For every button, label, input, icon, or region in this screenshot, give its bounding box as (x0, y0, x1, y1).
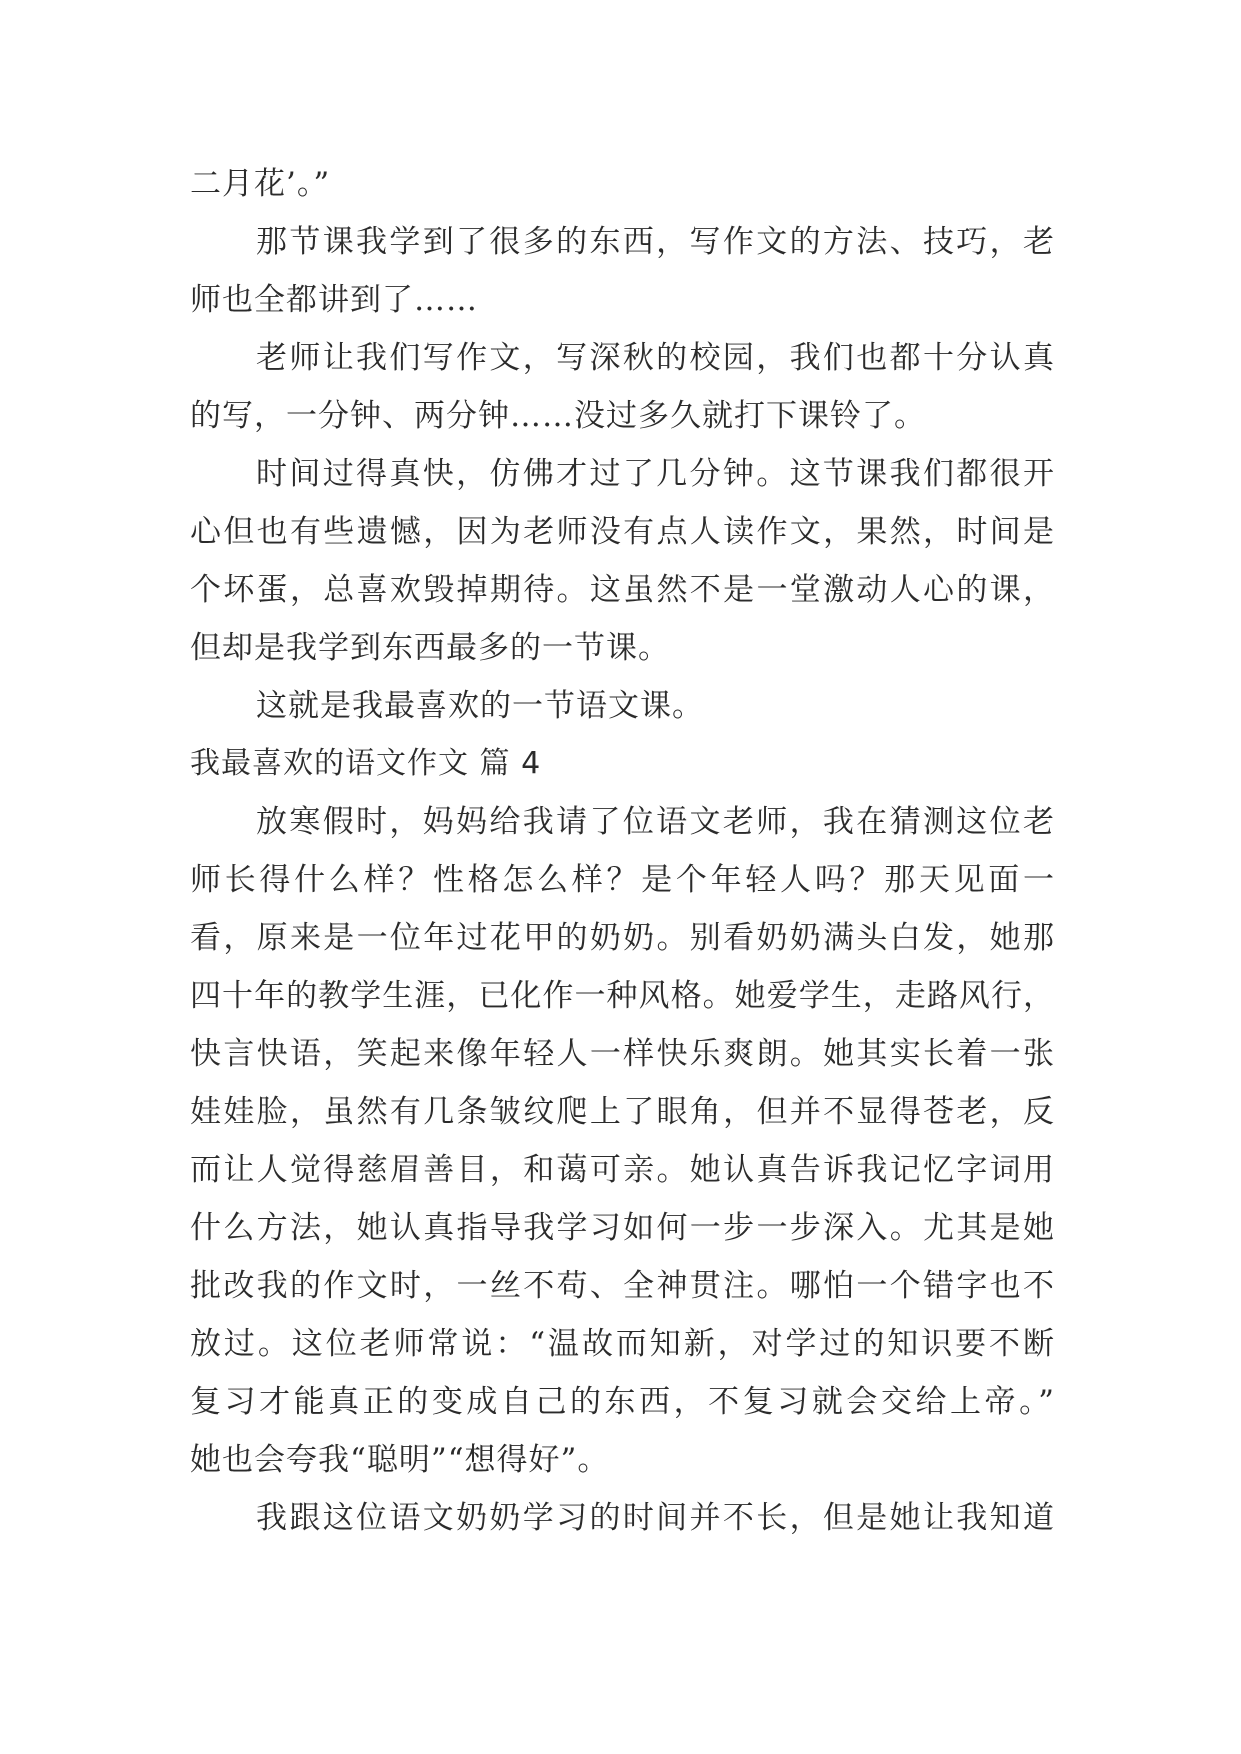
text-line: 的写，一分钟、两分钟……没过多久就打下课铃了。 (190, 398, 926, 434)
text-line: 她也会夸我“聪明”“想得好”。 (190, 1442, 610, 1478)
paragraph-first-line: 时间过得真快，仿佛才过了几分钟。这节课我们都很开 (256, 456, 1055, 492)
text-line: 心但也有些遗憾，因为老师没有点人读作文，果然，时间是 (190, 514, 1055, 550)
text-line: 什么方法，她认真指导我学习如何一步一步深入。尤其是她 (190, 1210, 1055, 1246)
text-line: 师也全都讲到了…… (190, 282, 478, 318)
text-line: 个坏蛋，总喜欢毁掉期待。这虽然不是一堂激动人心的课， (190, 572, 1055, 608)
text-line: 复习才能真正的变成自己的东西，不复习就会交给上帝。” (190, 1384, 1055, 1420)
text-line: 但却是我学到东西最多的一节课。 (190, 630, 670, 666)
text-line: 二月花’。” (190, 166, 331, 202)
document-body (190, 155, 1055, 1547)
text-line: 看，原来是一位年过花甲的奶奶。别看奶奶满头白发，她那 (190, 920, 1055, 956)
text-line: 四十年的教学生涯，已化作一种风格。她爱学生，走路风行， (190, 978, 1055, 1014)
text-line: 而让人觉得慈眉善目，和蔼可亲。她认真告诉我记忆字词用 (190, 1152, 1055, 1188)
paragraph-first-line: 放寒假时，妈妈给我请了位语文老师，我在猜测这位老 (256, 804, 1055, 840)
paragraph-first-line: 这就是我最喜欢的一节语文课。 (256, 688, 704, 724)
section-heading: 我最喜欢的语文作文 篇 4 (190, 746, 542, 781)
text-line: 放过。这位老师常说：“温故而知新，对学过的知识要不断 (190, 1326, 1055, 1362)
paragraph-first-line: 我跟这位语文奶奶学习的时间并不长，但是她让我知道 (256, 1500, 1055, 1536)
paragraph-first-line: 那节课我学到了很多的东西，写作文的方法、技巧，老 (256, 224, 1055, 260)
text-line: 快言快语，笑起来像年轻人一样快乐爽朗。她其实长着一张 (190, 1036, 1055, 1072)
text-line: 师长得什么样？性格怎么样？是个年轻人吗？那天见面一 (190, 862, 1055, 898)
text-line: 批改我的作文时，一丝不苟、全神贯注。哪怕一个错字也不 (190, 1268, 1055, 1304)
paragraph-first-line: 老师让我们写作文，写深秋的校园，我们也都十分认真 (256, 340, 1055, 376)
text-line: 娃娃脸，虽然有几条皱纹爬上了眼角，但并不显得苍老，反 (190, 1094, 1055, 1130)
